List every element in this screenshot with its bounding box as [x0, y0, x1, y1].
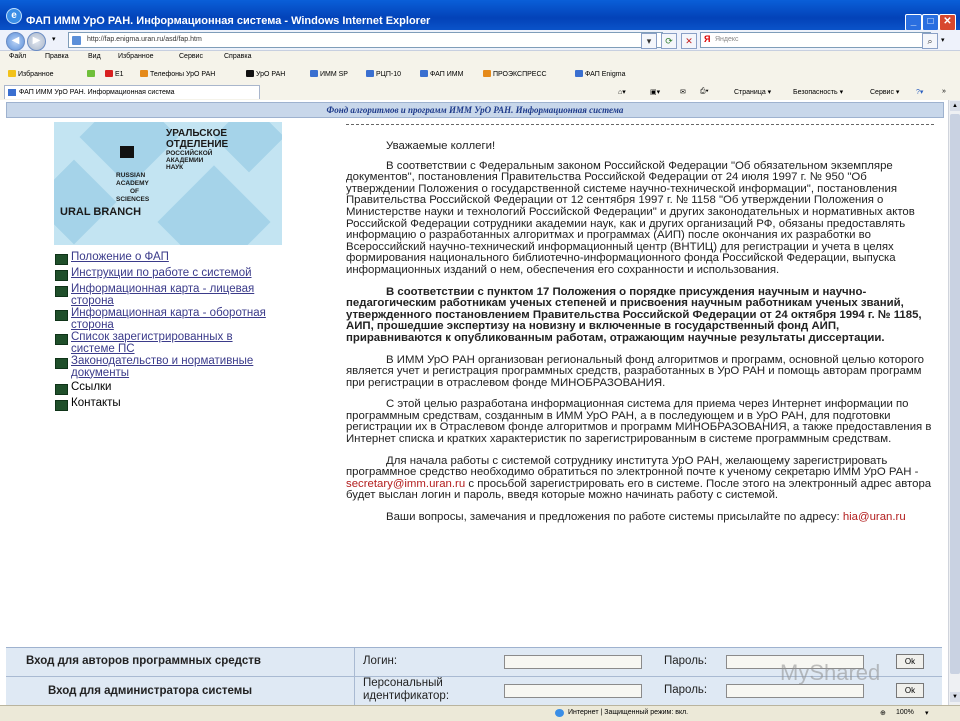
menu-edit[interactable]: Правка	[45, 53, 69, 60]
toolbar-overflow-icon[interactable]: »	[942, 88, 946, 95]
watermark: MyShared	[780, 660, 881, 685]
tools-menu[interactable]: Сервис ▾	[870, 89, 900, 96]
favorite-imm-sp[interactable]: ИММ SP	[310, 70, 348, 78]
logo-text-en-5: URAL BRANCH	[60, 206, 142, 218]
zoom-icon[interactable]: ⊕	[880, 710, 886, 717]
logo-text-ru-4: АКАДЕМИИ	[166, 157, 204, 164]
favorite-proexpress[interactable]: ПРОЭКСПРЕСС	[483, 70, 547, 78]
address-bar	[0, 30, 960, 51]
close-button[interactable]: ✕	[939, 14, 956, 31]
nav-bullet-icon	[55, 286, 68, 297]
menu-view[interactable]: Вид	[88, 53, 101, 60]
tab-active[interactable]: ФАП ИММ УрО РАН. Информационная система	[4, 85, 260, 99]
menu-favorites[interactable]: Избранное	[118, 53, 154, 60]
greeting: Уважаемые коллеги!	[386, 140, 496, 152]
nav-bullet-icon	[55, 358, 68, 369]
logo-text-en-4: SCIENCES	[116, 196, 150, 203]
star-icon	[8, 70, 16, 77]
favorite-e1[interactable]: E1	[105, 70, 124, 78]
page-banner: Фонд алгоритмов и программ ИММ УрО РАН. Информационная система	[6, 102, 944, 118]
scroll-up-icon[interactable]: ▲	[950, 101, 960, 111]
recent-pages-icon[interactable]: ▾	[52, 36, 56, 43]
menu-bar	[0, 51, 960, 65]
dashed-divider	[346, 124, 934, 129]
search-icon[interactable]: ⌕	[922, 33, 938, 49]
paragraph-legal-basis: В соответствии с Федеральным законом Российской Федерации "Об обязательном экземпляре документов", постановления Правительства Российской Федерации от 24 июля 1997 г. № 950 "Об утверждении Положения о государственной системе научно-технической информации", постановления Правительства Российской Федерации от 12 сентября 1997 г. № 1158 "Об утверждении Положения о Министерстве науки и технологий Российской Федерации" и других законодательных и нормативных актов Российской Федерации сотрудники академии наук, как и других организаций РФ, обязаны предоставлять информацию о разработанных алгоритмах и программах (АИП) после окончания их разработки во Всероссийский научно-технический информационный центр (ВНТИЦ) для регистрации и учета в целях формирования национального библиотечно-информационного фонда Российской Федерации, выпуска информационных изданий о нем, обеспечения его сохранности и использования.	[346, 159, 915, 276]
author-ok-button[interactable]: Ok	[896, 654, 924, 669]
logo-text-en-1: RUSSIAN	[116, 172, 146, 179]
favorites-button[interactable]: Избранное	[8, 70, 53, 78]
feeds-icon[interactable]: ▣▾	[650, 89, 661, 96]
admin-id-label-line1: Персональный	[363, 677, 443, 689]
zoom-dropdown-icon[interactable]: ▾	[925, 710, 929, 717]
nav-bullet-icon	[55, 384, 68, 395]
yandex-icon: Я	[704, 34, 711, 44]
nav-bullet-icon	[55, 400, 68, 411]
vertical-scrollbar[interactable]	[948, 100, 960, 705]
secretary-email-link[interactable]: secretary@imm.uran.ru	[346, 477, 466, 490]
paragraph-regional-fund: В ИММ УрО РАН организован региональный фонд алгоритмов и программ, основной целью которого является учет и регистрация программных средств, разработанных в УрО РАН и помощь авторам программ при регистрации в отраслевом фонде МИНОБРАЗОВАНИЯ.	[346, 353, 924, 389]
page-menu[interactable]: Страница ▾	[734, 89, 772, 96]
search-options-icon[interactable]: ▾	[941, 37, 945, 44]
feedback-email-link[interactable]: hia@uran.ru	[842, 511, 906, 524]
window-title: ФАП ИММ УрО РАН. Информационная система - Windows Internet Explorer	[26, 15, 431, 27]
ural-branch-logo	[54, 122, 282, 245]
paragraph-feedback: Ваши вопросы, замечания и предложения по работе системы присылайте по адресу: hia@uran.ru	[386, 511, 906, 524]
menu-file[interactable]: Файл	[9, 53, 27, 60]
menu-tools[interactable]: Сервис	[179, 53, 203, 60]
admin-login-title: Вход для администратора системы	[48, 685, 253, 697]
logo-text-en-3: OF	[130, 188, 140, 195]
mail-icon[interactable]: ✉	[680, 89, 686, 96]
home-icon[interactable]: ⌂▾	[618, 89, 626, 96]
main-content	[346, 124, 934, 534]
nav-bullet-icon	[55, 334, 68, 345]
url-input[interactable]: http://fap.enigma.uran.ru/asd/fap.htm	[68, 32, 663, 48]
menu-help[interactable]: Справка	[224, 53, 252, 60]
help-icon[interactable]: ?▾	[916, 89, 924, 96]
admin-ok-button[interactable]: Ok	[896, 683, 924, 698]
security-zone-text: Интернет | Защищенный режим: вкл.	[568, 709, 689, 716]
favorites-bar	[0, 65, 960, 84]
academy-emblem-icon	[120, 146, 134, 158]
tab-favicon-icon	[8, 89, 16, 96]
paragraph-dissertation: В соответствии с пунктом 17 Положения о порядке присуждения научным и научно-педагогическим работникам ученых степеней и присвоения научным работникам ученых званий, утвержденного постановлением Правительства Российской Федерации от 24 октября 1994 г. № 1185, АИП, прошедшие экспертизу на новизну и включенные в государственный фонд АИП, приравниваются к опубликованным работам, отражающим научные результаты диссертации.	[346, 285, 922, 344]
page-icon	[72, 36, 81, 45]
favorite-rcp10[interactable]: РЦП-10	[366, 70, 401, 78]
paragraph-info-system: С этой целью разработана информационная система для приема через Интернет информации по программным средствам, созданным в ИММ УрО РАН, а в последующем и в УрО РАН, для подготовки регистрации их в Отраслевом фонде алгоритмов и программ МИНОБРАЗОВАНИЯ, а также предоставления в Интернет списка и кратких характеристик по зарегистрированным в системе программным средствам.	[346, 398, 932, 446]
author-login-input[interactable]	[504, 655, 642, 669]
add-favorite-icon[interactable]	[87, 70, 97, 78]
search-input[interactable]: Яндекс	[700, 32, 931, 48]
scroll-down-icon[interactable]: ▼	[950, 692, 960, 702]
status-bar	[0, 705, 960, 721]
logo-text-ru-2: ОТДЕЛЕНИЕ	[166, 139, 229, 150]
forward-button[interactable]: ▶	[27, 32, 46, 51]
logo-text-ru-5: НАУК	[166, 164, 184, 171]
zoom-level[interactable]: 100%	[896, 709, 914, 716]
favorite-uro-ran[interactable]: УрО РАН	[246, 70, 285, 78]
paragraph-getting-started: Для начала работы с системой сотруднику института УрО РАН, желающему зарегистрировать программное средство необходимо обратиться по электронной почте к ученому секретарю ИММ УрО РАН - secretary@imm.uran.ru с просьбой зарегистрировать его в системе. После этого на электронный адрес автора будет выслан логин и пароль, введя которые можно начинать работу с системой.	[346, 454, 932, 502]
refresh-icon[interactable]: ⟳	[661, 33, 677, 49]
tab-bar	[0, 83, 960, 101]
logo-text-en-2: ACADEMY	[116, 180, 149, 187]
favorite-fap-enigma[interactable]: ФАП Enigma	[575, 70, 625, 78]
author-login-title: Вход для авторов программных средств	[26, 655, 261, 667]
title-bar	[0, 0, 960, 30]
favorite-phones[interactable]: Телефоны УрО РАН	[140, 70, 215, 78]
admin-id-label-line2: идентификатор:	[363, 690, 450, 702]
admin-password-label: Пароль:	[664, 684, 708, 696]
back-button[interactable]: ◀	[6, 32, 25, 51]
ie-logo-icon: e	[6, 8, 22, 24]
nav-bullet-icon	[55, 254, 68, 265]
print-icon[interactable]: ⎙▾	[700, 88, 709, 95]
author-login-label: Логин:	[363, 655, 398, 667]
scroll-thumb[interactable]	[950, 114, 960, 674]
maximize-button[interactable]: □	[922, 14, 939, 31]
stop-icon[interactable]: ✕	[681, 33, 697, 49]
logo-text-ru-1: УРАЛЬСКОЕ	[166, 128, 228, 139]
favorite-fap-imm[interactable]: ФАП ИММ	[420, 70, 463, 78]
internet-zone-icon	[555, 709, 564, 717]
nav-bullet-icon	[55, 310, 68, 321]
admin-id-input[interactable]	[504, 684, 642, 698]
author-password-label: Пароль:	[664, 655, 708, 667]
nav-bullet-icon	[55, 270, 68, 281]
logo-text-ru-3: РОССИЙСКОЙ	[166, 150, 213, 157]
security-menu[interactable]: Безопасность ▾	[793, 89, 844, 96]
address-dropdown-icon[interactable]: ▾	[641, 33, 657, 49]
minimize-button[interactable]: _	[905, 14, 922, 31]
